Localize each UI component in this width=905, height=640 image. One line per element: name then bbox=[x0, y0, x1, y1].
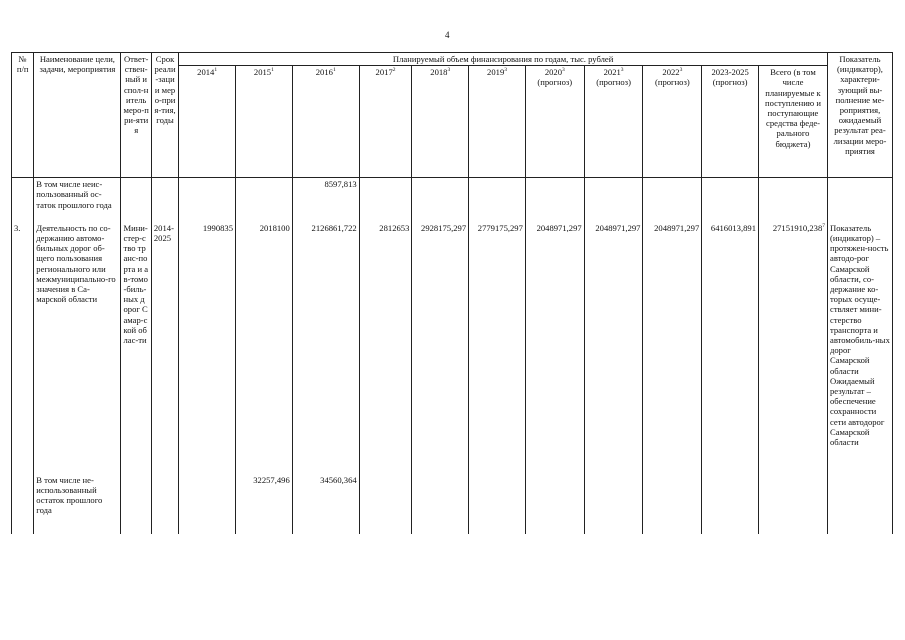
row-name: В том числе неис-пользованный ос-таток прошлого года bbox=[34, 178, 121, 222]
year-header: 2016$^1$ bbox=[292, 66, 359, 178]
row-value bbox=[412, 178, 469, 222]
financing-table bbox=[11, 52, 893, 534]
row-value bbox=[179, 178, 236, 222]
row-value bbox=[469, 178, 526, 222]
row-value: 2018100 bbox=[236, 222, 293, 474]
row-value bbox=[359, 178, 412, 222]
year-header: 2018$^3$ bbox=[412, 66, 469, 178]
col-header-total: Всего (в том числе планируемые к поступлению и поступающие средства феде-рального бюджета) bbox=[759, 66, 828, 178]
row-value bbox=[584, 474, 643, 534]
col-header-plan: Планируемый объем финансирования по годам, тыс. рублей bbox=[179, 53, 828, 66]
row-term bbox=[151, 474, 178, 534]
row-value: 1990835 bbox=[179, 222, 236, 474]
row-resp bbox=[121, 474, 151, 534]
year-header: 2020$^3$ (прогноз) bbox=[525, 66, 584, 178]
row-resp: Мини-стер-ство транс-порта и ав-томо-биль-ных дорог Самар-ской облас-ти bbox=[121, 222, 151, 474]
row-value bbox=[584, 178, 643, 222]
row-value bbox=[525, 178, 584, 222]
row-value: 2048971,297 bbox=[584, 222, 643, 474]
col-header-num: № п/п bbox=[12, 53, 34, 178]
year-header: 2023-2025 (прогноз) bbox=[702, 66, 759, 178]
col-header-indicator: Показатель (индикатор), характери-зующий вы-полнение ме-роприятия, ожидаемый результат реа-лизации меро-приятия bbox=[828, 53, 893, 178]
row-name: Деятельность по со-держанию автомо-бильных дорог об-щего пользования регионального или межмуниципально-го значения в Са-марской области bbox=[34, 222, 121, 474]
row-value bbox=[236, 178, 293, 222]
table-row bbox=[12, 474, 893, 534]
row-value bbox=[412, 474, 469, 534]
row-name: В том числе не-использованный остаток прошлого года bbox=[34, 474, 121, 534]
year-header: 2017$^2$ bbox=[359, 66, 412, 178]
row-term bbox=[151, 178, 178, 222]
col-header-resp: Ответ-ствен-ный испол-нитель меро-при-ятия bbox=[121, 53, 151, 178]
row-value: 2048971,297 bbox=[643, 222, 702, 474]
col-header-term: Срок реали-зации меро-прия-тия, годы bbox=[151, 53, 178, 178]
row-num bbox=[12, 178, 34, 222]
row-value bbox=[702, 474, 759, 534]
col-header-name: Наименование цели, задачи, мероприятия bbox=[34, 53, 121, 178]
row-value: 32257,496 bbox=[236, 474, 293, 534]
row-term: 2014-2025 bbox=[151, 222, 178, 474]
row-value bbox=[643, 178, 702, 222]
year-header: 2022$^3$ (прогноз) bbox=[643, 66, 702, 178]
row-value bbox=[359, 474, 412, 534]
row-value: 2126861,722 bbox=[292, 222, 359, 474]
table-row bbox=[12, 222, 893, 474]
row-total: 27151910,238$^7$ bbox=[759, 222, 828, 474]
row-value: 2779175,297 bbox=[469, 222, 526, 474]
row-num bbox=[12, 474, 34, 534]
year-header: 2019$^3$ bbox=[469, 66, 526, 178]
year-header: 2014$^1$ bbox=[179, 66, 236, 178]
row-total bbox=[759, 178, 828, 222]
row-resp bbox=[121, 178, 151, 222]
row-value: 2812653 bbox=[359, 222, 412, 474]
row-value bbox=[469, 474, 526, 534]
year-header: 2021$^3$ (прогноз) bbox=[584, 66, 643, 178]
row-indicator bbox=[828, 474, 893, 534]
table-row bbox=[12, 178, 893, 222]
row-num: 3. bbox=[12, 222, 34, 474]
row-value bbox=[179, 474, 236, 534]
row-total bbox=[759, 474, 828, 534]
row-value: 8597,813 bbox=[292, 178, 359, 222]
header-row-top bbox=[12, 53, 893, 66]
row-value bbox=[643, 474, 702, 534]
row-indicator bbox=[828, 178, 893, 222]
row-value bbox=[702, 178, 759, 222]
row-value: 34560,364 bbox=[292, 474, 359, 534]
row-value: 6416013,891 bbox=[702, 222, 759, 474]
row-value bbox=[525, 474, 584, 534]
row-value: 2048971,297 bbox=[525, 222, 584, 474]
row-value: 2928175,297 bbox=[412, 222, 469, 474]
row-indicator: Показатель (индикатор) – протяжен-ность автодо-рог Самарской области, со-держание ко-торых осуще-ствляет мини-стерство транспорта и автомобиль-ных дорог Самарской области Ожидаемый результат – обеспечение сохранности сети автодорог Самарской области bbox=[828, 222, 893, 474]
year-header: 2015$^1$ bbox=[236, 66, 293, 178]
page-number: 4 bbox=[445, 30, 450, 40]
